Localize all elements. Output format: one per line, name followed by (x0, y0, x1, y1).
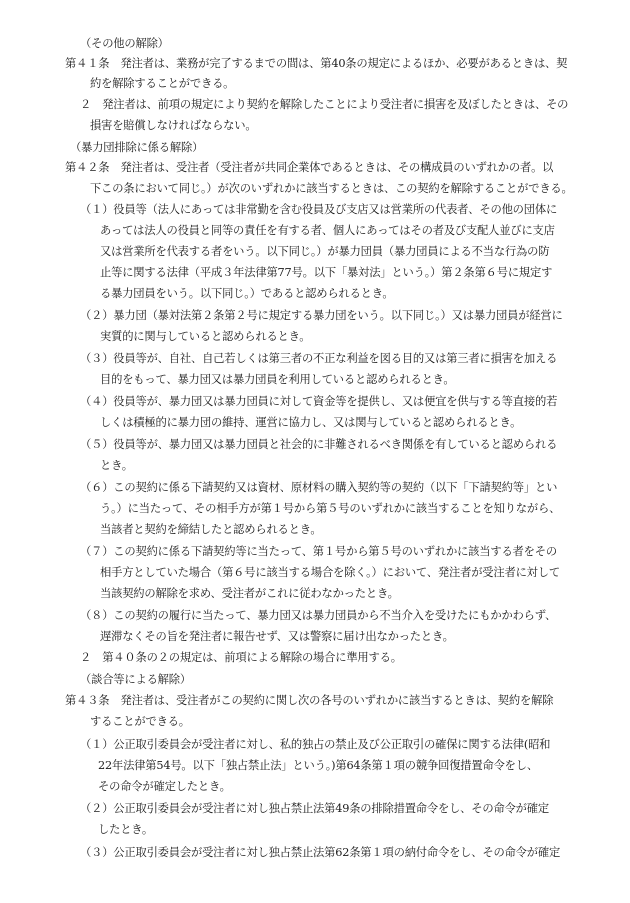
article-42-item-3: （３）役員等が、自社、自己若しくは第三者の不正な利益を図る目的又は第三者に損害を加える (80, 352, 558, 365)
article-42-item-6-cont: 当該者と契約を締結したと認められるとき。 (100, 523, 322, 536)
article-43-item-3: （３）公正取引委員会が受注者に対し独占禁止法第62条第１項の納付命令をし、その命令が確定 (80, 846, 561, 859)
article-42-paragraph-2: ２ 第４０条の２の規定は、前項による解除の場合に準用する。 (80, 651, 402, 664)
article-42-item-5: （５）役員等が、暴力団又は暴力団員と社会的に非難されるべき関係を有していると認められる (80, 438, 558, 451)
article-42-item-6: （６）この契約に係る下請契約又は資材、原材料の購入契約等の契約（以下「下請契約等」とい (80, 481, 558, 494)
article-42-item-5-cont: とき。 (100, 459, 133, 472)
article-42-item-1-cont: あっては法人の役員と同等の責任を有する者、個人にあってはその者及び支配人並びに支店 (100, 224, 555, 237)
article-42-item-1-cont: 止等に関する法律（平成３年法律第77号。以下「暴対法」という。）第２条第６号に規定す (100, 266, 553, 279)
article-41-paragraph-2-cont: 損害を賠償しなければならない。 (90, 119, 257, 132)
section-heading-gang-exclusion: （暴力団排除に係る解除） (70, 141, 204, 154)
article-41-text: 第４１条 発注者は、業務が完了するまでの間は、第40条の規定によるほか、必要があるときは、契 (65, 57, 568, 70)
article-42-item-4: （４）役員等が、暴力団又は暴力団員に対して資金等を提供し、又は便宜を供与する等直接的若 (80, 395, 558, 408)
article-42-item-8-cont: 遅滞なくその旨を発注者に報告せず、又は警察に届け出なかったとき。 (100, 630, 454, 643)
article-41-paragraph-2: ２ 発注者は、前項の規定により契約を解除したことにより受注者に損害を及ぼしたときは、その (80, 98, 569, 111)
article-42-text-cont: 下この条において同じ。）が次のいずれかに該当するときは、この契約を解除することができる。 (90, 182, 573, 195)
section-heading-other-termination: （その他の解除） (80, 37, 169, 50)
article-42-item-8: （８）この契約の履行に当たって、暴力団又は暴力団員から不当介入を受けたにもかかわらず、 (80, 609, 557, 622)
article-42-item-2: （２）暴力団（暴対法第２条第２号に規定する暴力団をいう。以下同じ。）又は暴力団員が経営に (80, 309, 563, 322)
article-42-item-2-cont: 実質的に関与していると認められるとき。 (100, 330, 311, 343)
article-42-text: 第４２条 発注者は、受注者（受注者が共同企業体であるときは、その構成員のいずれかの者。以 (65, 161, 554, 174)
article-42-item-1-cont: る暴力団員をいう。以下同じ。）であると認められるとき。 (100, 287, 394, 300)
article-42-item-1: （１）役員等（法人にあっては非常勤を含む役員及び支店又は営業所の代表者、その他の団体に (80, 203, 558, 216)
article-42-item-6-cont: う。）に当たって、その相手方が第１号から第５号のいずれかに該当することを知りながら、 (100, 502, 561, 515)
article-43-item-2-cont: したとき。 (98, 823, 154, 836)
section-heading-collusion: （談合等による解除） (80, 673, 191, 686)
article-42-item-7: （７）この契約に係る下請契約等に当たって、第１号から第５号のいずれかに該当する者をその (80, 545, 557, 558)
article-43-item-1-cont: 22年法律第54号。以下「独占禁止法」という。)第64条第１項の競争回復措置命令をし、 (98, 759, 538, 772)
article-43-item-1-cont: その命令が確定したとき。 (98, 780, 231, 793)
article-43-text: 第４３条 発注者は、受注者がこの契約に関し次の各号のいずれかに該当するときは、契約を解除 (65, 694, 554, 707)
article-42-item-1-cont: 又は営業所を代表する者をいう。以下同じ。）が暴力団員（暴力団員による不当な行為の防 (100, 245, 550, 258)
article-43-item-2: （２）公正取引委員会が受注者に対し独占禁止法第49条の排除措置命令をし、その命令が確定 (80, 802, 549, 815)
article-42-item-7-cont: 相手方としていた場合（第６号に該当する場合を除く。）において、発注者が受注者に対して (100, 566, 560, 579)
article-42-item-7-cont: 当該契約の解除を求め、受注者がこれに従わなかったとき。 (100, 587, 399, 600)
article-43-item-1: （１）公正取引委員会が受注者に対し、私的独占の禁止及び公正取引の確保に関する法律(昭和 (80, 738, 551, 751)
article-42-item-3-cont: 目的をもって、暴力団又は暴力団員を利用していると認められるとき。 (100, 373, 455, 386)
article-42-item-4-cont: しくは積極的に暴力団の維持、運営に協力し、又は関与していると認められるとき。 (100, 416, 522, 429)
article-41-text-cont: 約を解除することができる。 (90, 77, 235, 90)
article-43-text-cont: することができる。 (90, 715, 190, 728)
